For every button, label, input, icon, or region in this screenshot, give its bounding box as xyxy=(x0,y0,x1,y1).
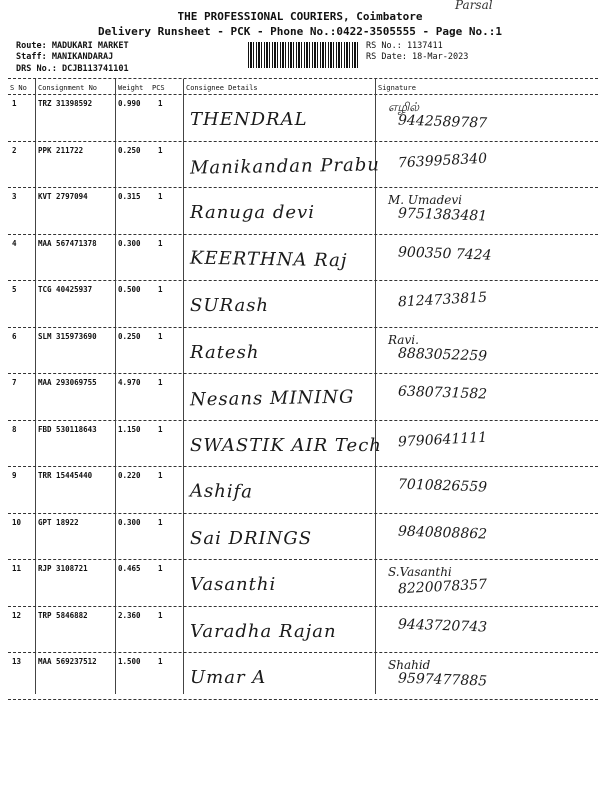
row-consignee-handwritten: Manikandan Prabu xyxy=(189,153,381,179)
row-separator xyxy=(8,187,598,188)
row-consignee-handwritten: Vasanthi xyxy=(190,574,277,595)
row-separator xyxy=(8,466,598,467)
row-separator xyxy=(8,420,598,421)
row-pcs: 1 xyxy=(158,285,163,294)
row-signature-phone: 8220078357 xyxy=(397,576,488,598)
row-sno: 8 xyxy=(12,424,17,434)
row-pcs: 1 xyxy=(158,517,163,527)
row-separator xyxy=(8,606,598,607)
row-consignment-no: MAA 567471378 xyxy=(38,238,97,248)
col-consignee-header: Consignee Details xyxy=(186,84,258,92)
row-consignee-handwritten: SWASTIK AIR Tech xyxy=(190,434,382,456)
row-consignee-handwritten: Varadha Rajan xyxy=(190,620,337,642)
header-bottom-rule xyxy=(8,94,598,95)
row-signature-phone: 900350 7424 xyxy=(397,243,492,264)
row-pcs: 1 xyxy=(158,145,163,155)
row-consignment-no: PPK 211722 xyxy=(38,145,84,155)
col-sno-header: S No xyxy=(10,84,27,92)
row-sno: 1 xyxy=(12,99,17,108)
row-consignment-no: MAA 293069755 xyxy=(38,378,97,387)
row-sno: 5 xyxy=(12,285,17,294)
row-separator xyxy=(8,327,598,328)
col-weight-header: Weight xyxy=(118,84,144,92)
row-signature-phone: 7010826559 xyxy=(397,476,488,496)
col-consignment-header: Consignment No xyxy=(38,84,98,92)
row-pcs: 1 xyxy=(158,471,163,480)
row-consignee-handwritten: Sai DRINGS xyxy=(190,527,313,549)
rs-number: RS No.: 1137411 xyxy=(366,41,443,51)
row-signature-phone: 9751383481 xyxy=(397,205,488,225)
row-consignment-no: TCG 40425937 xyxy=(38,285,93,294)
row-weight: 0.500 xyxy=(118,285,141,294)
row-pcs: 1 xyxy=(158,331,163,341)
row-pcs: 1 xyxy=(158,378,163,387)
row-signature-name: M. Umadevi xyxy=(388,193,462,207)
row-sno: 9 xyxy=(12,471,17,480)
row-weight: 0.250 xyxy=(118,331,141,341)
row-signature-name: Ravi. xyxy=(388,332,419,347)
row-signature-name: Shahid xyxy=(388,658,431,672)
staff-label: Staff: MANIKANDARAJ xyxy=(16,52,114,62)
rs-date: RS Date: 18-Mar-2023 xyxy=(366,52,469,62)
row-consignment-no: FBD 530118643 xyxy=(38,424,97,434)
runsheet-subtitle: Delivery Runsheet - PCK - Phone No.:0422-3505555 - Page No.:1 xyxy=(98,25,502,38)
col-divider xyxy=(183,79,184,694)
row-consignment-no: MAA 569237512 xyxy=(38,657,97,666)
row-weight: 2.360 xyxy=(118,610,141,620)
row-pcs: 1 xyxy=(158,99,163,108)
row-consignee-handwritten: Ashifa xyxy=(189,480,254,503)
row-signature-name: எழில் xyxy=(388,100,420,114)
row-sno: 3 xyxy=(12,192,17,201)
route-label: Route: MADUKARI MARKET xyxy=(16,41,129,51)
row-consignment-no: TRR 15445440 xyxy=(38,471,93,480)
row-signature-phone: 9840808862 xyxy=(397,522,488,543)
row-sno: 12 xyxy=(12,610,22,620)
row-sno: 7 xyxy=(12,378,17,387)
row-pcs: 1 xyxy=(158,192,163,201)
row-separator xyxy=(8,559,598,560)
row-signature-phone: 7639958340 xyxy=(397,150,488,171)
row-weight: 0.300 xyxy=(118,238,141,248)
row-signature-phone: 9442589787 xyxy=(397,112,488,132)
row-signature-phone: 8883052259 xyxy=(397,344,488,365)
row-sno: 13 xyxy=(12,657,22,666)
handwritten-parsal-note: Parsal xyxy=(455,0,493,12)
row-consignment-no: SLM 315973690 xyxy=(38,331,97,341)
col-divider xyxy=(35,79,36,694)
row-weight: 0.300 xyxy=(118,517,141,527)
col-pcs-header: PCS xyxy=(152,84,165,92)
row-signature-phone: 9443720743 xyxy=(397,615,488,636)
col-signature-header: Signature xyxy=(378,84,416,92)
row-separator xyxy=(8,513,598,514)
barcode-image xyxy=(248,42,360,68)
row-weight: 0.250 xyxy=(118,145,141,155)
row-signature-phone: 6380731582 xyxy=(397,383,488,403)
row-sno: 11 xyxy=(12,564,22,573)
row-signature-name: S.Vasanthi xyxy=(388,565,452,579)
row-weight: 0.220 xyxy=(118,471,141,480)
row-consignment-no: KVT 2797094 xyxy=(38,192,88,201)
row-pcs: 1 xyxy=(158,564,163,573)
row-separator xyxy=(8,699,598,700)
row-weight: 1.150 xyxy=(118,424,141,434)
drs-number: DRS No.: DCJB113741101 xyxy=(16,64,129,74)
row-consignment-no: TRP 5846882 xyxy=(38,610,88,620)
header-top-rule xyxy=(8,78,598,79)
row-signature-phone: 9790641111 xyxy=(397,429,488,450)
row-pcs: 1 xyxy=(158,424,163,434)
col-divider xyxy=(115,79,116,694)
row-separator xyxy=(8,234,598,235)
row-separator xyxy=(8,373,598,374)
row-consignee-handwritten: KEERTHNA Raj xyxy=(189,247,348,271)
row-consignee-handwritten: Ranuga devi xyxy=(190,202,315,223)
row-consignment-no: GPT 18922 xyxy=(38,517,79,527)
row-consignee-handwritten: Umar A xyxy=(190,667,267,688)
row-pcs: 1 xyxy=(158,238,163,248)
row-signature-phone: 8124733815 xyxy=(397,289,488,311)
row-sno: 6 xyxy=(12,331,17,341)
row-separator xyxy=(8,141,598,142)
row-weight: 0.465 xyxy=(118,564,141,573)
row-consignee-handwritten: Nesans MINING xyxy=(189,386,355,411)
row-consignment-no: RJP 3108721 xyxy=(38,564,88,573)
row-separator xyxy=(8,280,598,281)
row-consignee-handwritten: THENDRAL xyxy=(190,109,308,130)
row-separator xyxy=(8,652,598,653)
row-pcs: 1 xyxy=(158,657,163,666)
row-weight: 4.970 xyxy=(118,378,141,387)
row-weight: 1.500 xyxy=(118,657,141,666)
row-sno: 10 xyxy=(12,517,22,527)
company-title: THE PROFESSIONAL COURIERS, Coimbatore xyxy=(177,10,423,23)
row-signature-phone: 9597477885 xyxy=(397,670,488,690)
row-consignee-handwritten: Ratesh xyxy=(190,341,260,363)
row-sno: 4 xyxy=(12,238,17,248)
row-weight: 0.315 xyxy=(118,192,141,201)
row-weight: 0.990 xyxy=(118,99,141,108)
row-consignment-no: TRZ 31398592 xyxy=(38,99,93,108)
row-sno: 2 xyxy=(12,145,17,155)
row-consignee-handwritten: SURash xyxy=(190,295,270,316)
row-pcs: 1 xyxy=(158,610,163,620)
